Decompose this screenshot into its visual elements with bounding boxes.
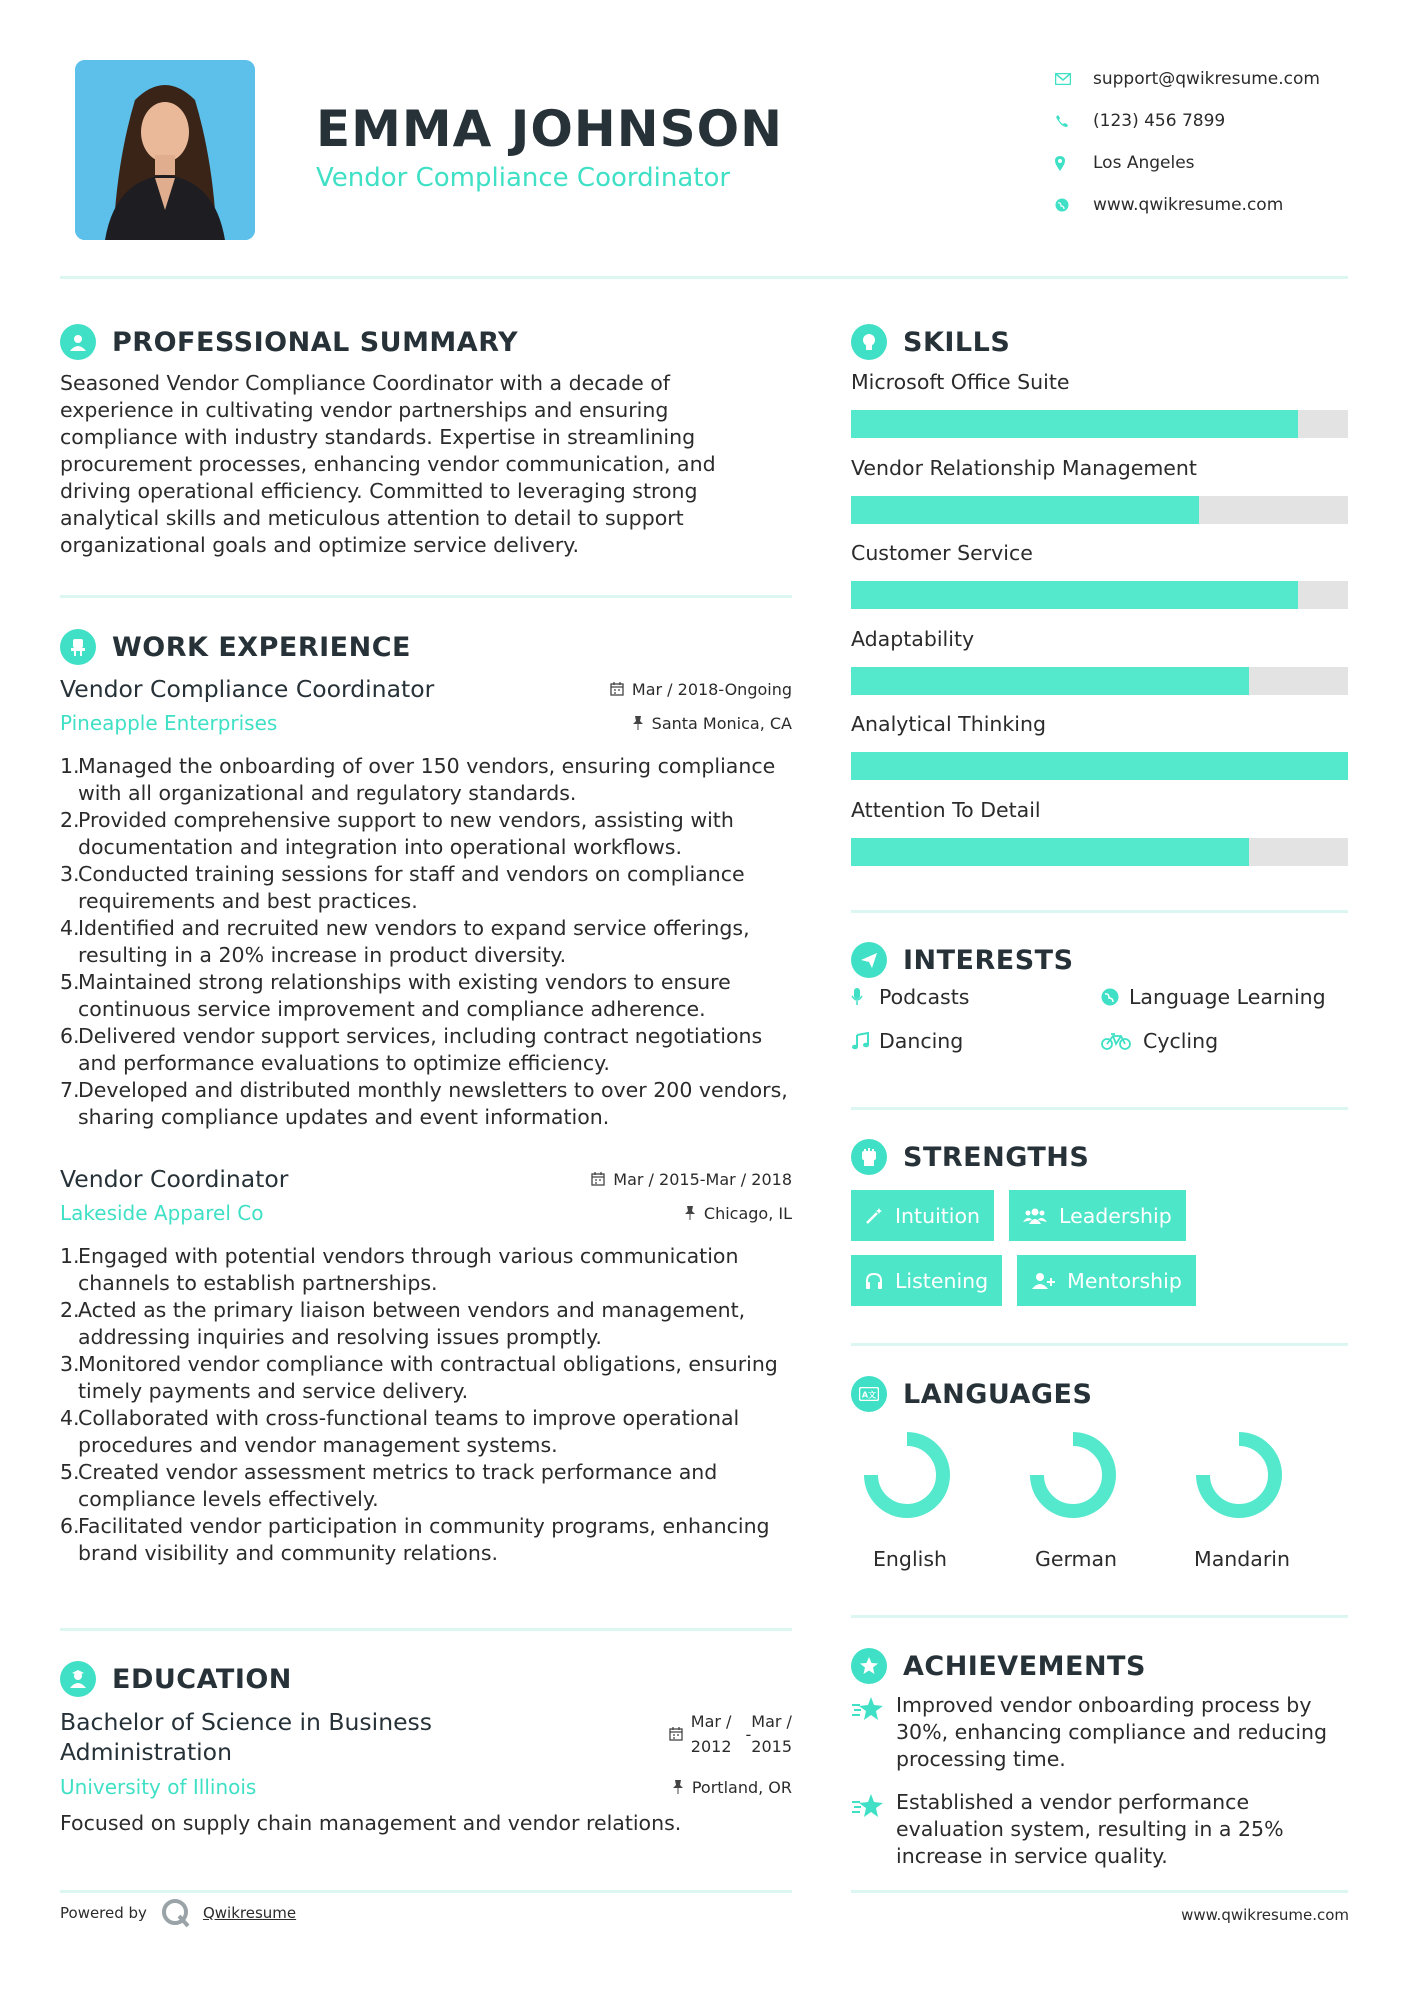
skill-bar [851, 838, 1348, 866]
interest-item: Dancing [851, 1029, 1101, 1053]
contact-info [1055, 58, 1355, 226]
language-item: English [851, 1425, 1017, 1571]
skill-fill [851, 496, 1199, 524]
section-divider [851, 1890, 1348, 1893]
strength-tag: Intuition [851, 1190, 994, 1241]
music-icon [851, 1032, 879, 1050]
user-icon [60, 324, 96, 360]
language-ring-arc [871, 1439, 943, 1511]
chair-icon [60, 629, 96, 665]
header-divider [60, 276, 1348, 279]
list-item: 6. Delivered vendor support services, including contract negotiations and performance evaluations to optimize efficiency. [60, 1024, 763, 1075]
magic-wand-icon [865, 1207, 883, 1225]
star-icon [851, 1692, 896, 1773]
interest-item: Language Learning [1101, 985, 1351, 1009]
contact-phone[interactable] [1055, 100, 1355, 142]
school-name: University of Illinois [60, 1775, 257, 1799]
job-entry [60, 675, 792, 1131]
language-ring-arc [1203, 1439, 1275, 1511]
star-icon [851, 1789, 896, 1870]
calendar-icon [591, 1172, 605, 1186]
footer-powered-by: Powered by Qwikresume [60, 1898, 296, 1928]
skills-heading: SKILLS [851, 324, 1010, 360]
achievements-list [851, 1692, 1356, 1886]
bicycle-icon [1101, 1032, 1143, 1050]
skill-bar [851, 410, 1348, 438]
skill-fill [851, 581, 1298, 609]
list-item: 4. Identified and recruited new vendors to expand service offerings, resulting in a 20% increase in product diversity. [60, 916, 750, 967]
job-company: Pineapple Enterprises [60, 711, 278, 735]
fist-icon [851, 1139, 887, 1175]
phone-text: (123) 456 7899 [1093, 111, 1226, 131]
list-item: 4. Collaborated with cross-functional teams to improve operational procedures and vendor management systems. [60, 1406, 740, 1457]
experience-heading: WORK EXPERIENCE [60, 629, 411, 665]
skill-fill [851, 667, 1249, 695]
section-divider [60, 1890, 792, 1893]
language-ring [1189, 1425, 1289, 1525]
strengths-heading: STRENGTHS [851, 1139, 1089, 1175]
education-dates: Mar / 2012 - Mar / 2015 [669, 1709, 792, 1759]
skill-item: Vendor Relationship Management [851, 456, 1348, 542]
skill-fill [851, 410, 1298, 438]
candidate-title: Vendor Compliance Coordinator [316, 163, 731, 193]
list-item: 2. Acted as the primary liaison between vendors and management, addressing inquiries and resolving issues promptly. [60, 1298, 746, 1349]
skill-item: Adaptability [851, 627, 1348, 713]
map-pin-icon [1055, 156, 1093, 171]
skill-item: Analytical Thinking [851, 712, 1348, 798]
contact-location [1055, 142, 1355, 184]
skill-item: Microsoft Office Suite [851, 370, 1348, 456]
calendar-icon [669, 1727, 683, 1741]
degree: Bachelor of Science in Business Administration [60, 1708, 433, 1766]
pushpin-icon [632, 716, 644, 730]
list-item: 6. Facilitated vendor participation in community programs, enhancing brand visibility and community relations. [60, 1514, 770, 1565]
strength-tag: Leadership [1009, 1190, 1186, 1241]
job-title: Vendor Coordinator [60, 1165, 289, 1193]
user-plus-icon [1031, 1272, 1055, 1290]
contact-email[interactable] [1055, 58, 1355, 100]
footer-website[interactable]: www.qwikresume.com [1181, 1906, 1349, 1924]
job-title: Vendor Compliance Coordinator [60, 675, 435, 703]
skill-fill [851, 752, 1348, 780]
language-ring [857, 1425, 957, 1525]
achievement-item: Established a vendor performance evaluation system, resulting in a 25% increase in service quality. [851, 1789, 1356, 1870]
job-bullets [60, 1243, 792, 1567]
brand-link[interactable]: Qwikresume [202, 1904, 297, 1922]
education-description: Focused on supply chain management and vendor relations. [60, 1811, 682, 1835]
strength-tag: Mentorship [1017, 1255, 1196, 1306]
section-divider [851, 910, 1348, 913]
job-location: Chicago, IL [684, 1204, 792, 1223]
skill-item: Attention To Detail [851, 798, 1348, 884]
globe-icon [1055, 198, 1093, 212]
headphones-icon [865, 1272, 883, 1290]
calendar-icon [610, 682, 624, 696]
summary-heading: PROFESSIONAL SUMMARY [60, 324, 518, 360]
microphone-icon [851, 988, 879, 1006]
list-item: 7. Developed and distributed monthly newsletters to over 200 vendors, sharing compliance updates and event information. [60, 1078, 788, 1129]
education-entry [60, 1707, 792, 1835]
summary-text: Seasoned Vendor Compliance Coordinator with a decade of experience in cultivating vendor partnerships and ensuring compliance with industry standards. Expertise in streamlining procurement processes, enhancing vendor communication, and driving operational efficiency. Committed to leveraging strong analytical skills and meticulous attention to detail to support organizational goals and optimize service delivery. [60, 371, 716, 557]
email-text: support@qwikresume.com [1093, 69, 1320, 89]
language-item: German [1017, 1425, 1183, 1571]
candidate-name: EMMA JOHNSON [316, 100, 783, 158]
strength-tag: Listening [851, 1255, 1002, 1306]
phone-icon [1055, 114, 1093, 128]
avatar-illustration [75, 60, 255, 240]
interests-list [851, 985, 1351, 1053]
list-item: 3. Conducted training sessions for staff and vendors on compliance requirements and best practices. [60, 862, 745, 913]
job-company: Lakeside Apparel Co [60, 1201, 264, 1225]
qwikresume-logo-icon [161, 1898, 191, 1928]
languages-list [851, 1425, 1349, 1571]
job-dates: Mar / 2018-Ongoing [610, 680, 792, 699]
profile-photo [75, 60, 255, 240]
location-text: Los Angeles [1093, 153, 1195, 173]
job-dates: Mar / 2015-Mar / 2018 [591, 1170, 792, 1189]
section-divider [60, 595, 792, 598]
envelope-icon [1055, 73, 1093, 85]
interest-item: Podcasts [851, 985, 1101, 1009]
skill-bar [851, 581, 1348, 609]
language-icon [851, 1376, 887, 1412]
education-heading: EDUCATION [60, 1661, 292, 1697]
achievements-heading: ACHIEVEMENTS [851, 1648, 1146, 1684]
language-ring [1023, 1425, 1123, 1525]
section-divider [60, 1628, 792, 1631]
star-badge-icon [851, 1648, 887, 1684]
section-divider [851, 1107, 1348, 1110]
interest-item: Cycling [1101, 1029, 1351, 1053]
section-divider [851, 1615, 1348, 1618]
pushpin-icon [684, 1206, 696, 1220]
graduate-icon [60, 1661, 96, 1697]
skill-item: Customer Service [851, 541, 1348, 627]
list-item: 2. Provided comprehensive support to new vendors, assisting with documentation and integration into operational workflows. [60, 808, 734, 859]
group-icon [1023, 1207, 1047, 1225]
svg-text:A文: A文 [861, 1390, 877, 1400]
skill-bar [851, 752, 1348, 780]
achievement-item: Improved vendor onboarding process by 30%, enhancing compliance and reducing processing time. [851, 1692, 1356, 1773]
job-bullets [60, 753, 792, 1131]
list-item: 1. Engaged with potential vendors through various communication channels to establish partnerships. [60, 1244, 739, 1295]
paper-plane-icon [851, 942, 887, 978]
section-divider [851, 1343, 1348, 1346]
lightbulb-icon [851, 324, 887, 360]
contact-website[interactable] [1055, 184, 1355, 226]
skill-bar [851, 667, 1348, 695]
globe-icon [1101, 988, 1129, 1006]
languages-heading: A文 LANGUAGES [851, 1376, 1092, 1412]
language-item: Mandarin [1183, 1425, 1349, 1571]
job-entry [60, 1165, 792, 1567]
job-location: Santa Monica, CA [632, 714, 792, 733]
list-item: 3. Monitored vendor compliance with contractual obligations, ensuring timely payments and service delivery. [60, 1352, 778, 1403]
pushpin-icon [672, 1780, 684, 1794]
skill-bar [851, 496, 1348, 524]
interests-heading: INTERESTS [851, 942, 1074, 978]
language-ring-arc [1037, 1439, 1109, 1511]
strengths-list [851, 1190, 1351, 1320]
skills-list [851, 370, 1348, 883]
list-item: 5. Created vendor assessment metrics to track performance and compliance levels effectively. [60, 1460, 718, 1511]
website-text: www.qwikresume.com [1093, 195, 1284, 215]
skill-fill [851, 838, 1249, 866]
list-item: 5. Maintained strong relationships with existing vendors to ensure continuous service improvement and compliance adherence. [60, 970, 731, 1021]
list-item: 1. Managed the onboarding of over 150 vendors, ensuring compliance with all organizational and regulatory standards. [60, 754, 776, 805]
school-location: Portland, OR [672, 1778, 792, 1797]
